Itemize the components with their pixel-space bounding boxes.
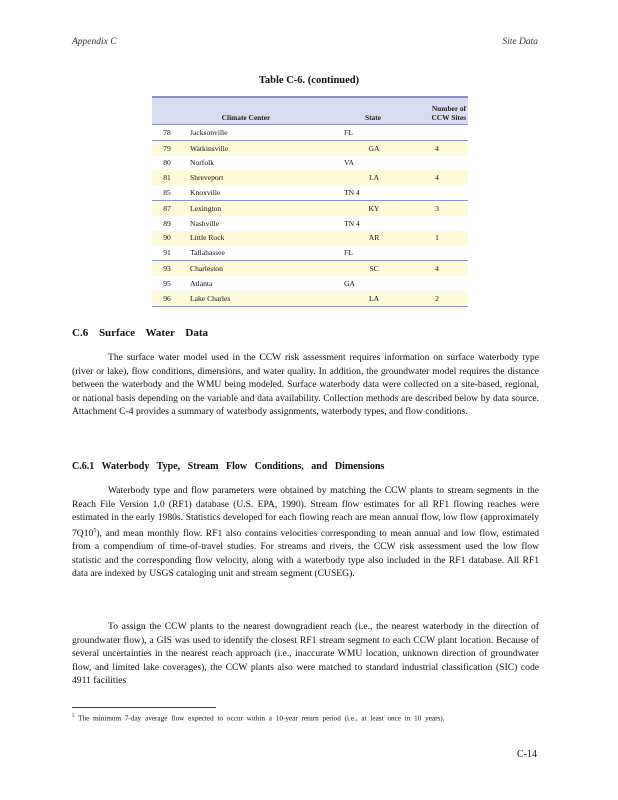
row-ccw-sites: 2 [406, 291, 468, 306]
row-climate-center: Jacksonville [190, 127, 228, 137]
row-id: 78 [163, 127, 171, 137]
row-climate-center: Charleston [182, 261, 340, 276]
row-climate-center: Nashville [190, 218, 220, 228]
row-ccw-sites [406, 156, 468, 171]
running-header-left: Appendix C [72, 37, 117, 47]
climate-center-table [152, 96, 468, 307]
column-header-climate-center: Climate Center [152, 97, 340, 125]
row-ccw-sites [406, 216, 468, 231]
row-state: VA [344, 158, 354, 168]
running-header-right: Site Data [502, 37, 538, 47]
row-ccw-sites: 1 [406, 231, 468, 246]
paragraph-surface-water: The surface water model used in the CCW risk assessment requires information on surface waterbody type (river or lake), flow conditions, dimensions, and water quality. In addition, the groundwater model requires the distance between the waterbody and the WMU being modeled. Surface waterbody data were collected on a site-based, regional, or national basis depending on the variable and data availability. Collection methods are described below by data source. Attachment C-4 provides a summary of waterbody assignments, waterbody types, and flow conditions. [72, 352, 539, 417]
page-number: C-14 [517, 749, 537, 760]
row-ccw-sites: 4 [406, 140, 468, 155]
section-heading-c6: C.6 Surface Water Data [72, 327, 209, 339]
section-heading-c6-1: C.6.1 Waterbody Type, Stream Flow Conditions, and Dimensions [72, 461, 385, 472]
table-row [152, 140, 468, 155]
table-row [152, 185, 468, 200]
row-state: FL [344, 127, 353, 137]
table-row [152, 156, 468, 171]
table-row [152, 125, 468, 141]
row-climate-center: Tallahassee [190, 248, 225, 258]
row-state: LA [340, 170, 406, 185]
row-state: TN 4 [344, 188, 360, 198]
row-state: TN 4 [344, 218, 360, 228]
footnote-marker: 5 [72, 714, 75, 719]
row-id: 80 [163, 158, 171, 168]
row-climate-center: Lexington [182, 200, 340, 215]
row-climate-center: Lake Charles [182, 291, 340, 306]
row-climate-center: Little Rock [182, 231, 340, 246]
row-ccw-sites [406, 185, 468, 200]
row-state: LA [340, 291, 406, 306]
table-row [152, 261, 468, 276]
footnote-reference[interactable]: 5 [93, 527, 97, 534]
row-id: 96 [152, 291, 182, 306]
row-id: 95 [163, 278, 171, 288]
row-id: 87 [152, 200, 182, 215]
row-ccw-sites [406, 245, 468, 260]
table-row [152, 231, 468, 246]
row-id: 93 [152, 261, 182, 276]
column-header-ccw-sites: Number of CCW Sites [406, 97, 468, 125]
row-state: AR [340, 231, 406, 246]
row-id: 85 [163, 188, 171, 198]
table-row [152, 170, 468, 185]
table-row [152, 245, 468, 260]
row-state: FL [344, 248, 353, 258]
row-ccw-sites [406, 276, 468, 291]
row-id: 90 [152, 231, 182, 246]
row-id: 79 [152, 140, 182, 155]
row-id: 81 [152, 170, 182, 185]
table-row [152, 291, 468, 306]
table-title: Table C-6. (continued) [258, 75, 360, 86]
table-header-row [152, 97, 468, 125]
row-climate-center: Knoxville [190, 188, 221, 198]
table-row [152, 200, 468, 215]
row-ccw-sites: 4 [406, 261, 468, 276]
paragraph-waterbody-type: Waterbody type and flow parameters were obtained by matching the CCW plants to stream segments in the Reach File Version 1.0 (RF1) database (U.S. EPA, 1990). Stream flow estimates for all RF1 flowing reaches were estimated in the early 1980s. Statistics developed for each flowing reach are mean annual flow, low flow (approximately $7Q10^5$), and mean monthly flow. RF1 also contains velocities corresponding to mean annual and low flow, estimated from a compendium of time-of-travel studies. For streams and rivers, the CCW risk assessment used the low flow statistic and the corresponding flow velocity, along with a waterbody type also included in the RF1 database. All RF1 data are indexed by USGS cataloging unit and stream segment (CUSEG). [72, 485, 539, 580]
row-state: GA [340, 140, 406, 155]
footnote-divider [72, 707, 216, 708]
column-header-state: State [340, 97, 406, 125]
row-climate-center: Norfolk [190, 158, 215, 168]
row-state: GA [344, 278, 355, 288]
row-ccw-sites [406, 125, 468, 141]
row-climate-center: Atlanta [190, 278, 213, 288]
table-row [152, 276, 468, 291]
row-ccw-sites: 3 [406, 200, 468, 215]
footnote-text: The minimum 7-day average flow expected to occur within a 10-year return period (i.e., at least once in 10 years). [78, 714, 445, 723]
paragraph-reach-assignment: To assign the CCW plants to the nearest downgradient reach (i.e., the nearest waterbody in the direction of groundwater flow), a GIS was used to identify the closest RF1 stream segment to each CCW plant location. Because of several uncertainties in the nearest reach approach (i.e., inaccurate WMU location, unknown direction of groundwater flow, and limited lake coverages), the CCW plants also were matched to standard industrial classification (SIC) code 4911 facilities [72, 621, 539, 686]
row-state: SC [340, 261, 406, 276]
row-state: KY [340, 200, 406, 215]
row-climate-center: Watkinsville [182, 140, 340, 155]
row-id: 89 [163, 218, 171, 228]
row-ccw-sites: 4 [406, 170, 468, 185]
footnote [72, 714, 542, 722]
table-row [152, 216, 468, 231]
row-climate-center: Shreveport [182, 170, 340, 185]
row-id: 91 [163, 248, 171, 258]
